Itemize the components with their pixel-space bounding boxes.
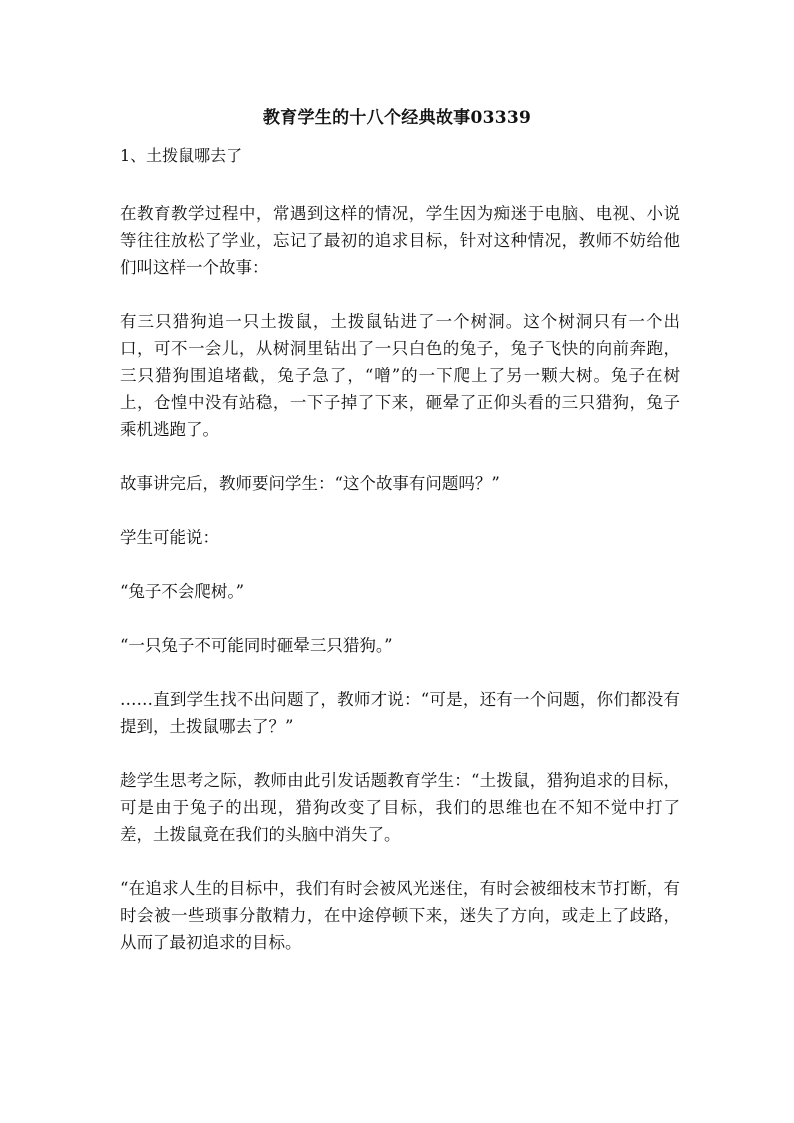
paragraph-answer-2: “一只兔子不可能同时砸晕三只猎狗。” bbox=[120, 636, 393, 655]
paragraph-story: 有三只猎狗追一只土拨鼠，土拨鼠钻进了一个树洞。这个树洞只有一个出口，可不一会儿，从树洞里钻出了一只白色的兔子，兔子飞快的向前奔跑，三只猎狗围追堵截，兔子急了，“噌”的一下爬上了另一颗大树。兔子在树上，仓惶中没有站稳，一下子掉了下来，砸晕了正仰头看的三只猎狗，兔子乘机逃跑了。 bbox=[120, 312, 680, 439]
paragraph-students-say: 学生可能说： bbox=[120, 528, 219, 547]
paragraph-answer-1: “兔子不会爬树。” bbox=[120, 582, 245, 601]
document-title: 教育学生的十八个经典故事03339 bbox=[262, 108, 532, 128]
paragraph-question: 故事讲完后，教师要问学生：“这个故事有问题吗？” bbox=[120, 474, 500, 493]
paragraph-teacher-lesson: 趁学生思考之际，教师由此引发话题教育学生：“土拨鼠，猎狗追求的目标，可是由于兔子的出现，猎狗改变了目标，我们的思维也在不知不觉中打了差，土拨鼠竟在我们的头脑中消失了。 bbox=[120, 771, 680, 844]
section-heading: 1、土拨鼠哪去了 bbox=[120, 146, 243, 165]
paragraph-life-goal: “在追求人生的目标中，我们有时会被风光迷住，有时会被细枝末节打断，有时会被一些琐事分散精力，在中途停顿下来，迷失了方向，或走上了歧路，从而了最初追求的目标。 bbox=[120, 879, 680, 952]
document-body bbox=[120, 200, 680, 983]
paragraph-teacher-question: ……直到学生找不出问题了，教师才说：“可是，还有一个问题，你们都没有提到，土拨鼠哪去了？” bbox=[120, 690, 680, 736]
paragraph-intro: 在教育教学过程中，常遇到这样的情况，学生因为痴迷于电脑、电视、小说等往往放松了学业，忘记了最初的追求目标，针对这种情况，教师不妨给他们叫这样一个故事： bbox=[120, 204, 680, 277]
